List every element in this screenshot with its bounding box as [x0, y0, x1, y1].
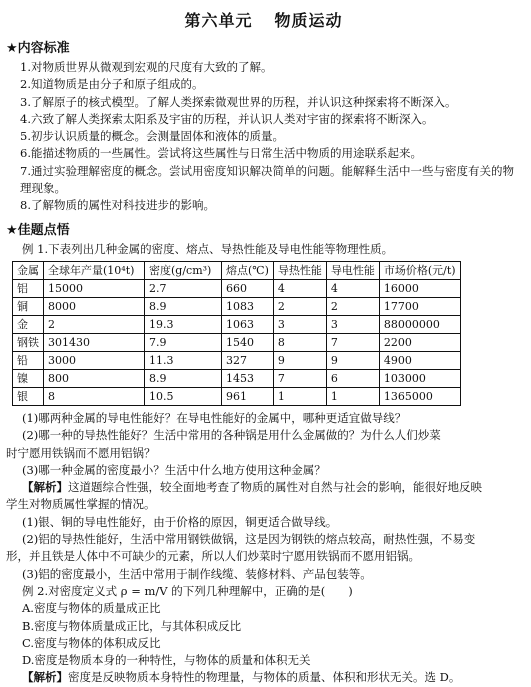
table-cell: 2	[44, 315, 145, 333]
table-cell: 19.3	[145, 315, 222, 333]
table-cell: 铅	[13, 351, 44, 369]
table-cell: 8	[273, 333, 326, 351]
table-cell: 4	[273, 279, 326, 297]
table-cell: 9	[326, 351, 379, 369]
answer-2-line-2: 形，并且铁是人体中不可缺少的元素，所以人们炒菜时宁愿用铁锅而不愿用铝锅。	[6, 549, 420, 564]
example-2-question: 例 2.对密度定义式 ρ = m/V 的下列几种理解中，正确的是( )	[22, 583, 353, 598]
table-cell: 2200	[379, 333, 460, 351]
table-cell: 8000	[44, 297, 145, 315]
table-cell: 1453	[222, 369, 274, 387]
table-cell: 镍	[13, 369, 44, 387]
column-header: 金属	[13, 261, 44, 279]
table-cell: 3000	[44, 351, 145, 369]
analysis-1-line-2: 学生对物质属性掌握的情况。	[6, 497, 156, 512]
list-item: 1.对物质世界从微观到宏观的尺度有大致的了解。	[20, 60, 273, 74]
standards-list	[6, 59, 521, 215]
analysis-text: 这道题综合性强，较全面地考查了物质的属性对自然与社会的影响，能很好地反映	[68, 480, 482, 495]
option-c: C.密度与物体的体积成反比	[22, 635, 161, 650]
unit-label: 第六单元	[184, 11, 253, 30]
answer-3: (3)铝的密度最小，生活中常用于制作线缆、装修材料、产品包装等。	[22, 566, 372, 581]
table-cell: 10.5	[145, 387, 222, 405]
analysis-2	[6, 669, 521, 686]
table-cell: 2.7	[145, 279, 222, 297]
example-1-intro: 例 1.下表列出几种金属的密度、熔点、导热性能及导电性能等物理性质。	[22, 241, 394, 256]
table-row	[13, 333, 461, 351]
table-cell: 金	[13, 315, 44, 333]
list-item: 2.知道物质是由分子和原子组成的。	[20, 77, 204, 92]
table-cell: 103000	[379, 369, 460, 387]
table-cell: 9	[273, 351, 326, 369]
column-header: 导电性能	[326, 261, 379, 279]
table-cell: 8	[44, 387, 145, 405]
table-cell: 8.9	[145, 369, 222, 387]
table-row	[13, 387, 461, 405]
table-row	[13, 351, 461, 369]
table-cell: 1	[326, 387, 379, 405]
table-cell: 16000	[379, 279, 460, 297]
question-1: (1)哪两种金属的导电性能好？在导电性能好的金属中，哪种更适宜做导线？	[22, 410, 407, 425]
unit-topic: 物质运动	[274, 11, 343, 30]
analysis-text: 密度是反映物质本身特性的物理量，与物体的质量、体积和形状无关。选 D。	[68, 670, 461, 685]
table-cell: 15000	[44, 279, 145, 297]
table-cell: 11.3	[145, 351, 222, 369]
list-item: 3.了解原子的核式模型。了解人类探索微观世界的历程，并认识这种探索将不断深入。	[20, 94, 457, 109]
option-d: D.密度是物质本身的一种特性，与物体的质量和体积无关	[22, 653, 311, 668]
metal-properties-table	[12, 261, 461, 406]
table-cell: 800	[44, 369, 145, 387]
table-cell: 1063	[222, 315, 274, 333]
analysis-tag: 【解析】	[22, 480, 68, 495]
table-cell: 1365000	[379, 387, 460, 405]
list-item: 5.初步认识质量的概念。会测量固体和液体的质量。	[20, 129, 284, 144]
table-cell: 961	[222, 387, 274, 405]
table-cell: 钢铁	[13, 333, 44, 351]
table-cell: 7	[326, 333, 379, 351]
question-2-line-1: (2)哪一种的导热性能好？生活中常用的各种锅是用什么金属做的？为什么人们炒菜	[22, 428, 441, 443]
column-header: 市场价格(元/t)	[379, 261, 460, 279]
table-cell: 17700	[379, 297, 460, 315]
answer-1: (1)银、铜的导电性能好，由于价格的原因，铜更适合做导线。	[22, 514, 338, 529]
table-cell: 铝	[13, 279, 44, 297]
table-row	[13, 279, 461, 297]
analysis-tag: 【解析】	[22, 670, 68, 685]
list-item: 8.了解物质的属性对科技进步的影响。	[20, 198, 215, 213]
table-row	[13, 315, 461, 333]
table-cell: 327	[222, 351, 274, 369]
table-cell: 88000000	[379, 315, 460, 333]
column-header: 熔点(℃)	[222, 261, 274, 279]
question-2-line-2: 时宁愿用铁锅而不愿用铝锅？	[6, 445, 156, 460]
table-cell: 4	[326, 279, 379, 297]
option-b: B.密度与物体质量成正比，与其体积成反比	[22, 618, 242, 633]
table-cell: 1083	[222, 297, 274, 315]
option-a: A.密度与物体的质量成正比	[22, 601, 161, 616]
column-header: 导热性能	[273, 261, 326, 279]
column-header: 全球年产量(10⁴t)	[44, 261, 145, 279]
table-cell: 6	[326, 369, 379, 387]
table-header-row	[13, 261, 461, 279]
table-cell: 7	[273, 369, 326, 387]
answer-2-line-1: (2)铝的导热性能好，生活中常用钢铁做锅，这是因为钢铁的熔点较高，耐热性强，不易变	[22, 532, 476, 547]
list-item: 7.通过实验理解密度的概念。尝试用密度知识解决简单的问题。能解释生活中一些与密度有关的物理现象。	[20, 163, 514, 196]
table-cell: 3	[326, 315, 379, 333]
table-cell: 660	[222, 279, 274, 297]
table-cell: 4900	[379, 351, 460, 369]
table-cell: 301430	[44, 333, 145, 351]
table-cell: 3	[273, 315, 326, 333]
question-3: (3)哪一种金属的密度最小？生活中什么地方使用这种金属？	[22, 462, 326, 477]
table-cell: 铜	[13, 297, 44, 315]
table-cell: 2	[326, 297, 379, 315]
section-heading-standards: ★内容标准	[6, 41, 70, 56]
table-cell: 7.9	[145, 333, 222, 351]
table-cell: 1	[273, 387, 326, 405]
table-row	[13, 369, 461, 387]
table-cell: 银	[13, 387, 44, 405]
table-cell: 8.9	[145, 297, 222, 315]
column-header: 密度(g/cm³)	[145, 261, 222, 279]
list-item: 6.能描述物质的一些属性。尝试将这些属性与日常生活中物质的用途联系起来。	[20, 146, 422, 161]
table-cell: 1540	[222, 333, 274, 351]
section-heading-examples: ★佳题点悟	[6, 222, 70, 238]
table-row	[13, 297, 461, 315]
list-item: 4.六致了解人类探索太阳系及宇宙的历程，并认识人类对宇宙的探索将不断深入。	[20, 111, 434, 126]
table-cell: 2	[273, 297, 326, 315]
page-title	[6, 8, 521, 31]
analysis-1-line-1	[6, 479, 521, 496]
